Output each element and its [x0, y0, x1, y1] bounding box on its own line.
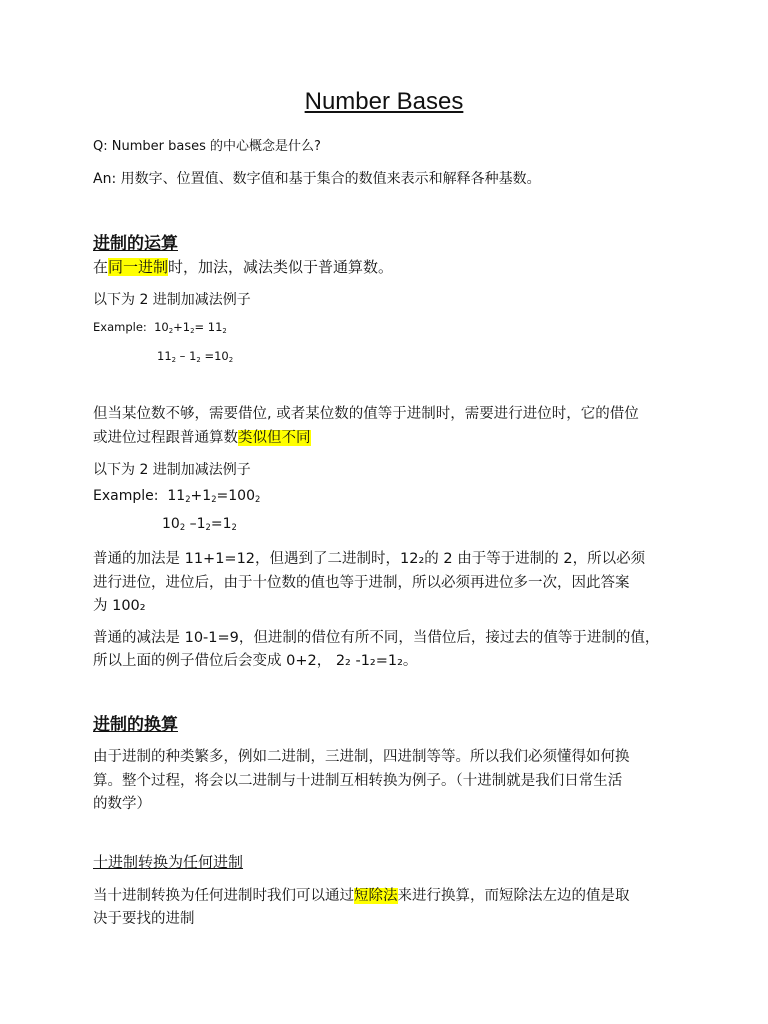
base: 2	[179, 522, 186, 533]
base: 2	[211, 494, 217, 505]
example-2-line-1	[93, 488, 260, 504]
base: 2	[205, 522, 211, 533]
conversion-paragraph-line-3: 的数学）	[93, 796, 151, 812]
addition-paragraph-line-2: 进行进位，进位后，由于十位数的值也等于进制，所以必须再进位多一次，因此答案	[93, 575, 630, 591]
num: = 11	[194, 320, 223, 334]
base: 2	[196, 355, 201, 364]
num: 10	[162, 516, 180, 532]
example-2-line-2	[162, 516, 237, 532]
section-heading-conversion: 进制的换算	[93, 715, 178, 735]
subtraction-paragraph-line-1: 普通的减法是 10-1=9，但进制的借位有所不同，当借位后，接过去的值等于进制的值，	[93, 630, 660, 646]
page-title: Number Bases	[304, 88, 464, 115]
sub-heading-decimal-to-any: 十进制转换为任何进制	[93, 853, 244, 871]
num: =100	[216, 488, 255, 504]
num: – 1	[176, 349, 197, 363]
base: 2	[171, 355, 177, 364]
num: =1	[210, 516, 232, 532]
base: 2	[222, 326, 227, 335]
section-heading-operations: 进制的运算	[93, 234, 178, 254]
example-label: Example:	[93, 488, 159, 504]
num: +1	[190, 488, 212, 504]
base: 2	[228, 355, 234, 364]
base: 2	[254, 494, 261, 505]
intro-pre: 在	[93, 258, 109, 276]
conversion-paragraph-line-2: 算。整个过程，将会以二进制与十进制互相转换为例子。（十进制就是我们日常生活	[93, 773, 623, 789]
highlight-same-base: 同一进制	[108, 258, 169, 276]
carry-pre: 或进位过程跟普通算数	[93, 430, 238, 446]
carry-paragraph-line-1: 但当某位数不够，需要借位, 或者某位数的值等于进制时，需要进行进位时，它的借位	[93, 406, 639, 422]
addition-paragraph-line-3: 为 100₂	[93, 598, 146, 614]
base: 2	[185, 494, 191, 505]
question-line: Q: Number bases 的中心概念是什么?	[93, 139, 321, 154]
addition-paragraph-line-1: 普通的加法是 11+1=12，但遇到了二进制时，12₂的 2 由于等于进制的 2，所以必须	[93, 551, 646, 567]
num: 10	[154, 320, 169, 334]
num: 11	[167, 488, 186, 504]
highlight-similar-but-different: 类似但不同	[238, 430, 311, 446]
conversion-paragraph-line-1: 由于进制的种类繁多，例如二进制，三进制，四进制等等。所以我们必须懂得如何换	[93, 749, 630, 765]
intro-post: 时，加法，减法类似于普通算数。	[168, 258, 394, 276]
example-label: Example:	[93, 320, 147, 334]
example-intro-2: 以下为 2 进制加减法例子	[93, 462, 251, 478]
subtraction-paragraph-line-2: 所以上面的例子借位后会变成 0+2， 2₂ -1₂=1₂。	[93, 653, 418, 669]
base: 2	[231, 522, 237, 533]
highlight-short-division: 短除法	[354, 888, 398, 904]
num: –1	[185, 516, 206, 532]
answer-line: An: 用数字、位置值、数字值和基于集合的数值来表示和解释各种基数。	[93, 171, 541, 187]
division-pre: 当十进制转换为任何进制时我们可以通过	[93, 888, 354, 904]
division-paragraph-line-1	[93, 884, 630, 905]
num: 11	[157, 349, 172, 363]
base: 2	[190, 326, 195, 335]
division-post: 来进行换算，而短除法左边的值是取	[397, 888, 630, 904]
num: =10	[200, 349, 229, 363]
example-intro-1: 以下为 2 进制加减法例子	[93, 292, 251, 308]
base: 2	[168, 326, 174, 335]
division-paragraph-line-2: 决于要找的进制	[93, 911, 195, 927]
example-1-line-2	[157, 349, 233, 363]
carry-paragraph-line-2	[93, 426, 311, 447]
example-1-line-1	[93, 320, 227, 334]
num: +1	[173, 320, 191, 334]
intro-line	[93, 256, 393, 277]
